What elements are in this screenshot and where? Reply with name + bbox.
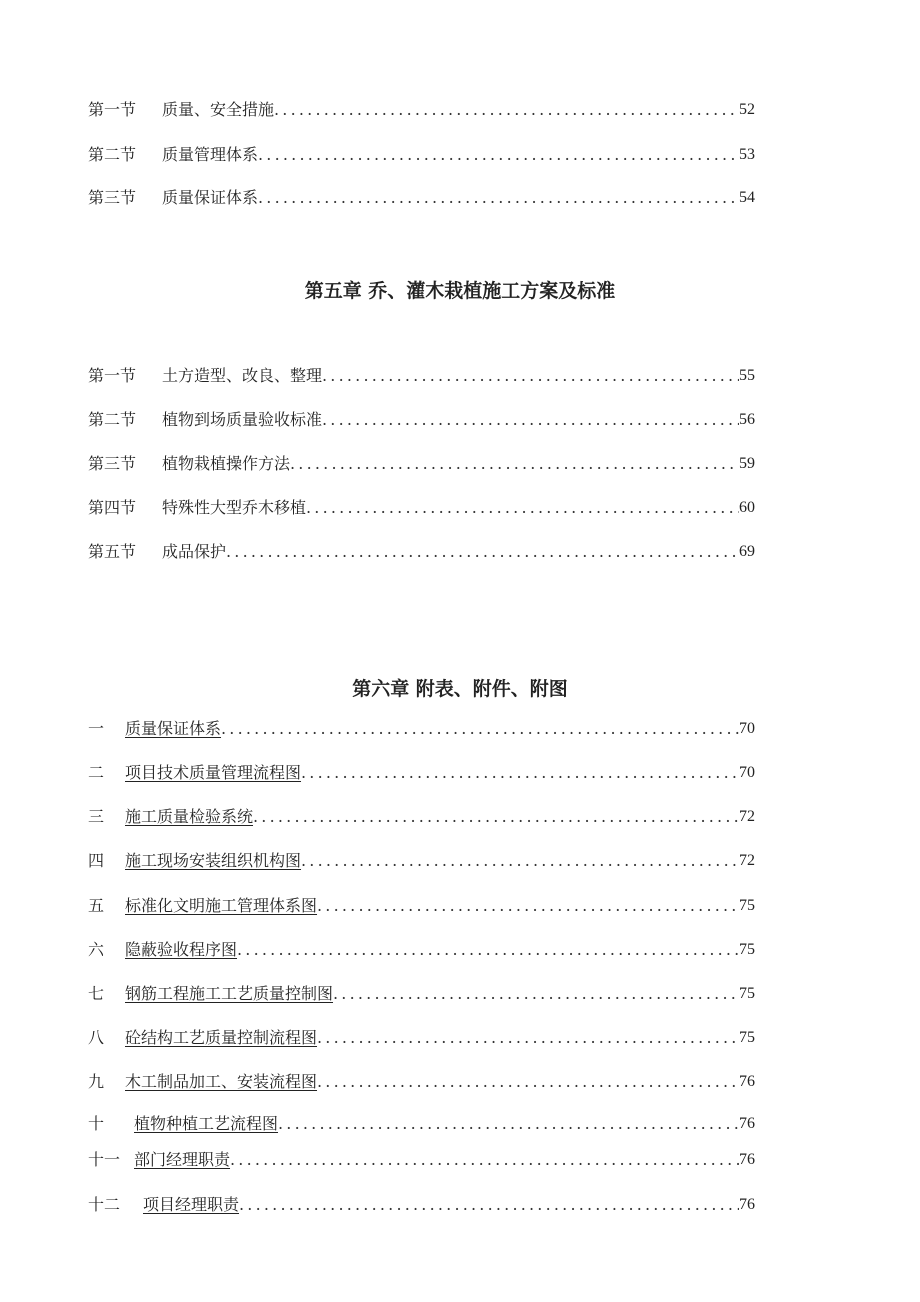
toc-page-number: 54 <box>739 189 755 206</box>
toc-entry[interactable] <box>88 497 755 519</box>
toc-number: 第四节 <box>88 498 137 517</box>
dot-leader <box>290 453 739 475</box>
appendix-entry[interactable] <box>88 850 755 872</box>
toc-entry[interactable] <box>88 144 755 166</box>
toc-label[interactable]: 施工质量检验系统 <box>125 807 254 826</box>
dot-leader <box>230 1149 739 1171</box>
toc-number: 六 <box>88 940 105 959</box>
dot-leader <box>317 895 739 917</box>
dot-leader <box>253 806 739 828</box>
appendix-entry[interactable] <box>88 806 755 828</box>
appendix-entry[interactable] <box>88 718 755 740</box>
toc-label: 质量管理体系 <box>162 145 259 164</box>
toc-page-number: 59 <box>739 455 755 472</box>
dot-leader <box>274 99 739 121</box>
dot-leader <box>301 762 739 784</box>
dot-leader <box>306 497 739 519</box>
dot-leader <box>317 1071 739 1093</box>
toc-number: 十一 <box>88 1150 121 1169</box>
toc-page-number: 56 <box>739 411 755 428</box>
chapter-heading: 第六章 附表、附件、附图 <box>352 678 568 700</box>
dot-leader <box>333 983 739 1005</box>
appendix-entry[interactable] <box>88 762 755 784</box>
toc-label: 质量、安全措施 <box>162 100 275 119</box>
dot-leader <box>258 187 739 209</box>
toc-number: 第一节 <box>88 366 137 385</box>
toc-entry[interactable] <box>88 99 755 121</box>
toc-number: 四 <box>88 851 105 870</box>
appendix-entry[interactable] <box>88 1027 755 1049</box>
dot-leader <box>221 718 739 740</box>
appendix-entry[interactable] <box>88 983 755 1005</box>
toc-page-number: 70 <box>739 764 755 781</box>
toc-number: 第二节 <box>88 410 137 429</box>
toc-number: 五 <box>88 896 105 915</box>
dot-leader <box>258 144 739 166</box>
toc-number: 第三节 <box>88 454 137 473</box>
toc-page-number: 75 <box>739 897 755 914</box>
toc-page-number: 72 <box>739 852 755 869</box>
toc-label[interactable]: 项目经理职责 <box>143 1195 240 1214</box>
toc-number: 第五节 <box>88 542 137 561</box>
toc-page-number: 76 <box>739 1115 755 1132</box>
dot-leader <box>226 541 739 563</box>
toc-entry[interactable] <box>88 541 755 563</box>
dot-leader <box>239 1194 739 1216</box>
toc-number: 七 <box>88 984 105 1003</box>
dot-leader <box>278 1113 739 1135</box>
toc-label[interactable]: 木工制品加工、安装流程图 <box>125 1072 318 1091</box>
appendix-entry[interactable] <box>88 939 755 961</box>
toc-page-number: 75 <box>739 1029 755 1046</box>
dot-leader <box>322 365 739 387</box>
toc-label: 植物栽植操作方法 <box>162 454 291 473</box>
toc-label: 质量保证体系 <box>162 188 259 207</box>
dot-leader <box>237 939 739 961</box>
toc-entry[interactable] <box>88 409 755 431</box>
toc-number: 三 <box>88 807 105 826</box>
toc-page-number: 55 <box>739 367 755 384</box>
toc-number: 二 <box>88 763 105 782</box>
toc-label[interactable]: 砼结构工艺质量控制流程图 <box>125 1028 318 1047</box>
toc-number: 第三节 <box>88 188 137 207</box>
toc-number: 十 <box>88 1114 105 1133</box>
appendix-entry[interactable] <box>88 1113 755 1135</box>
toc-entry[interactable] <box>88 187 755 209</box>
toc-label[interactable]: 标准化文明施工管理体系图 <box>125 896 318 915</box>
toc-label: 成品保护 <box>162 542 227 561</box>
toc-page-number: 76 <box>739 1073 755 1090</box>
toc-label[interactable]: 施工现场安装组织机构图 <box>125 851 302 870</box>
toc-label[interactable]: 隐蔽验收程序图 <box>125 940 238 959</box>
appendix-entry[interactable] <box>88 1071 755 1093</box>
dot-leader <box>322 409 739 431</box>
toc-label: 土方造型、改良、整理 <box>162 366 323 385</box>
toc-label: 特殊性大型乔木移植 <box>162 498 307 517</box>
appendix-entry[interactable] <box>88 895 755 917</box>
toc-page-number: 72 <box>739 808 755 825</box>
appendix-entry[interactable] <box>88 1194 755 1216</box>
appendix-entry[interactable] <box>88 1149 755 1171</box>
toc-entry[interactable] <box>88 365 755 387</box>
toc-label[interactable]: 植物种植工艺流程图 <box>134 1114 279 1133</box>
toc-number: 第一节 <box>88 100 137 119</box>
toc-number: 十二 <box>88 1195 121 1214</box>
toc-number: 八 <box>88 1028 105 1047</box>
toc-page-number: 70 <box>739 720 755 737</box>
toc-page-number: 52 <box>739 101 755 118</box>
toc-page-number: 75 <box>739 941 755 958</box>
dot-leader <box>317 1027 739 1049</box>
toc-label[interactable]: 质量保证体系 <box>125 719 222 738</box>
toc-page-number: 76 <box>739 1151 755 1168</box>
toc-page-number: 76 <box>739 1196 755 1213</box>
toc-number: 九 <box>88 1072 105 1091</box>
toc-page-number: 60 <box>739 499 755 516</box>
toc-page-number: 53 <box>739 146 755 163</box>
toc-label[interactable]: 项目技术质量管理流程图 <box>125 763 302 782</box>
toc-page-number: 75 <box>739 985 755 1002</box>
dot-leader <box>301 850 739 872</box>
toc-label[interactable]: 部门经理职责 <box>134 1150 231 1169</box>
toc-page-number: 69 <box>739 543 755 560</box>
toc-number: 一 <box>88 719 105 738</box>
toc-number: 第二节 <box>88 145 137 164</box>
chapter-heading: 第五章 乔、灌木栽植施工方案及标准 <box>304 280 616 302</box>
toc-label: 植物到场质量验收标准 <box>162 410 323 429</box>
toc-entry[interactable] <box>88 453 755 475</box>
toc-label[interactable]: 钢筋工程施工工艺质量控制图 <box>125 984 334 1003</box>
